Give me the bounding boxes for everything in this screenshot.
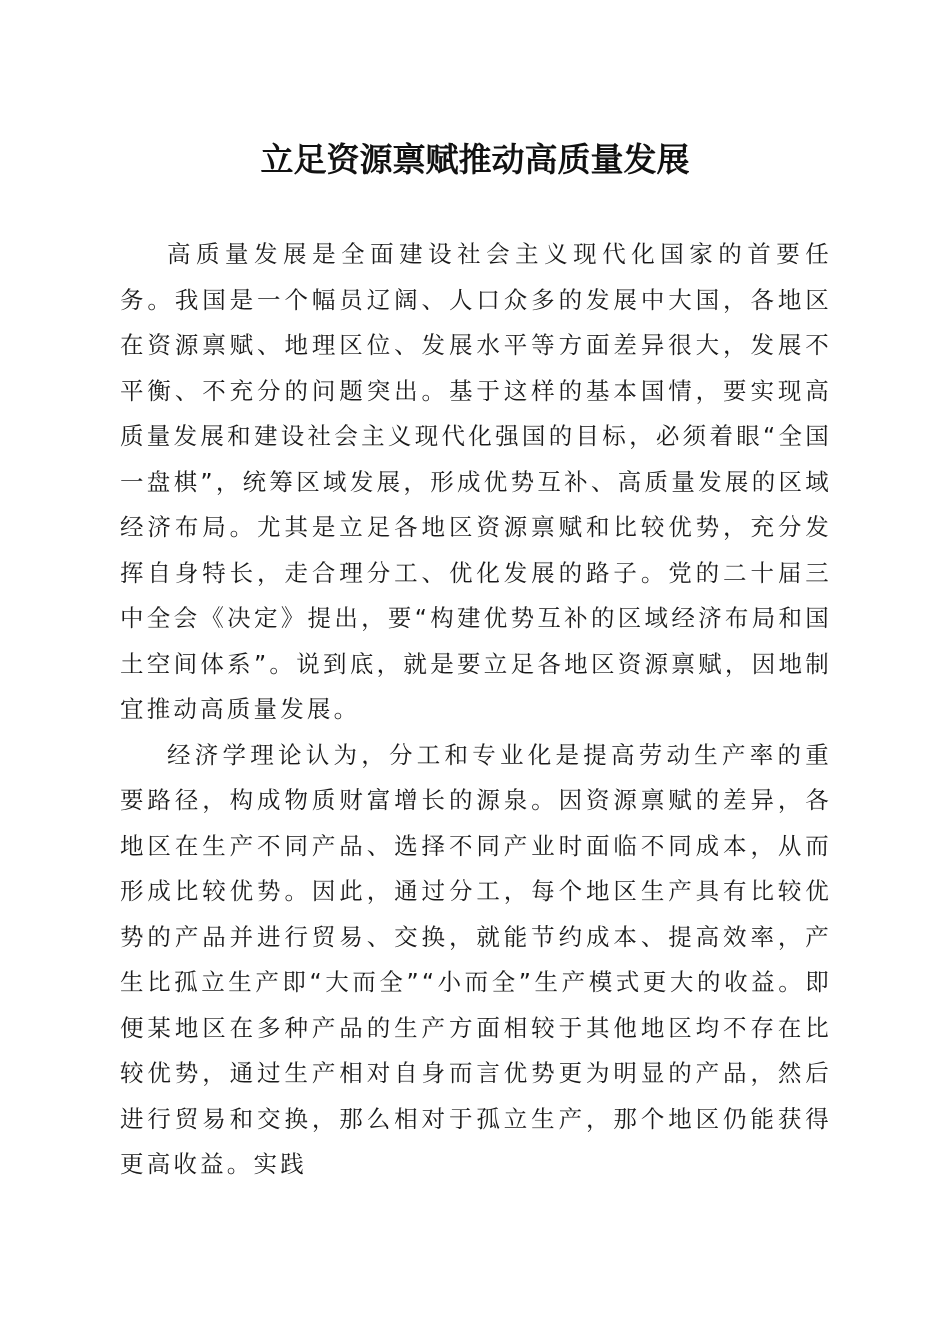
document-title: 立足资源禀赋推动高质量发展: [260, 140, 690, 179]
document-body: [120, 232, 832, 1188]
paragraph: 高质量发展是全面建设社会主义现代化国家的首要任务。我国是一个幅员辽阔、人口众多的发展中大国，各地区在资源禀赋、地理区位、发展水平等方面差异很大，发展不平衡、不充分的问题突出。基于这样的基本国情，要实现高质量发展和建设社会主义现代化强国的目标，必须着眼“全国一盘棋”，统筹区域发展，形成优势互补、高质量发展的区域经济布局。尤其是立足各地区资源禀赋和比较优势，充分发挥自身特长，走合理分工、优化发展的路子。党的二十届三中全会《决定》提出，要“构建优势互补的区域经济布局和国土空间体系”。说到底，就是要立足各地区资源禀赋，因地制宜推动高质量发展。: [120, 240, 832, 723]
paragraph: 经济学理论认为，分工和专业化是提高劳动生产率的重要路径，构成物质财富增长的源泉。因资源禀赋的差异，各地区在生产不同产品、选择不同产业时面临不同成本，从而形成比较优势。因此，通过分工，每个地区生产具有比较优势的产品并进行贸易、交换，就能节约成本、提高效率，产生比孤立生产即“大而全”“小而全”生产模式更大的收益。即便某地区在多种产品的生产方面相较于其他地区均不存在比较优势，通过生产相对自身而言优势更为明显的产品，然后进行贸易和交换，那么相对于孤立生产，那个地区仍能获得更高收益。实践: [120, 740, 832, 1178]
